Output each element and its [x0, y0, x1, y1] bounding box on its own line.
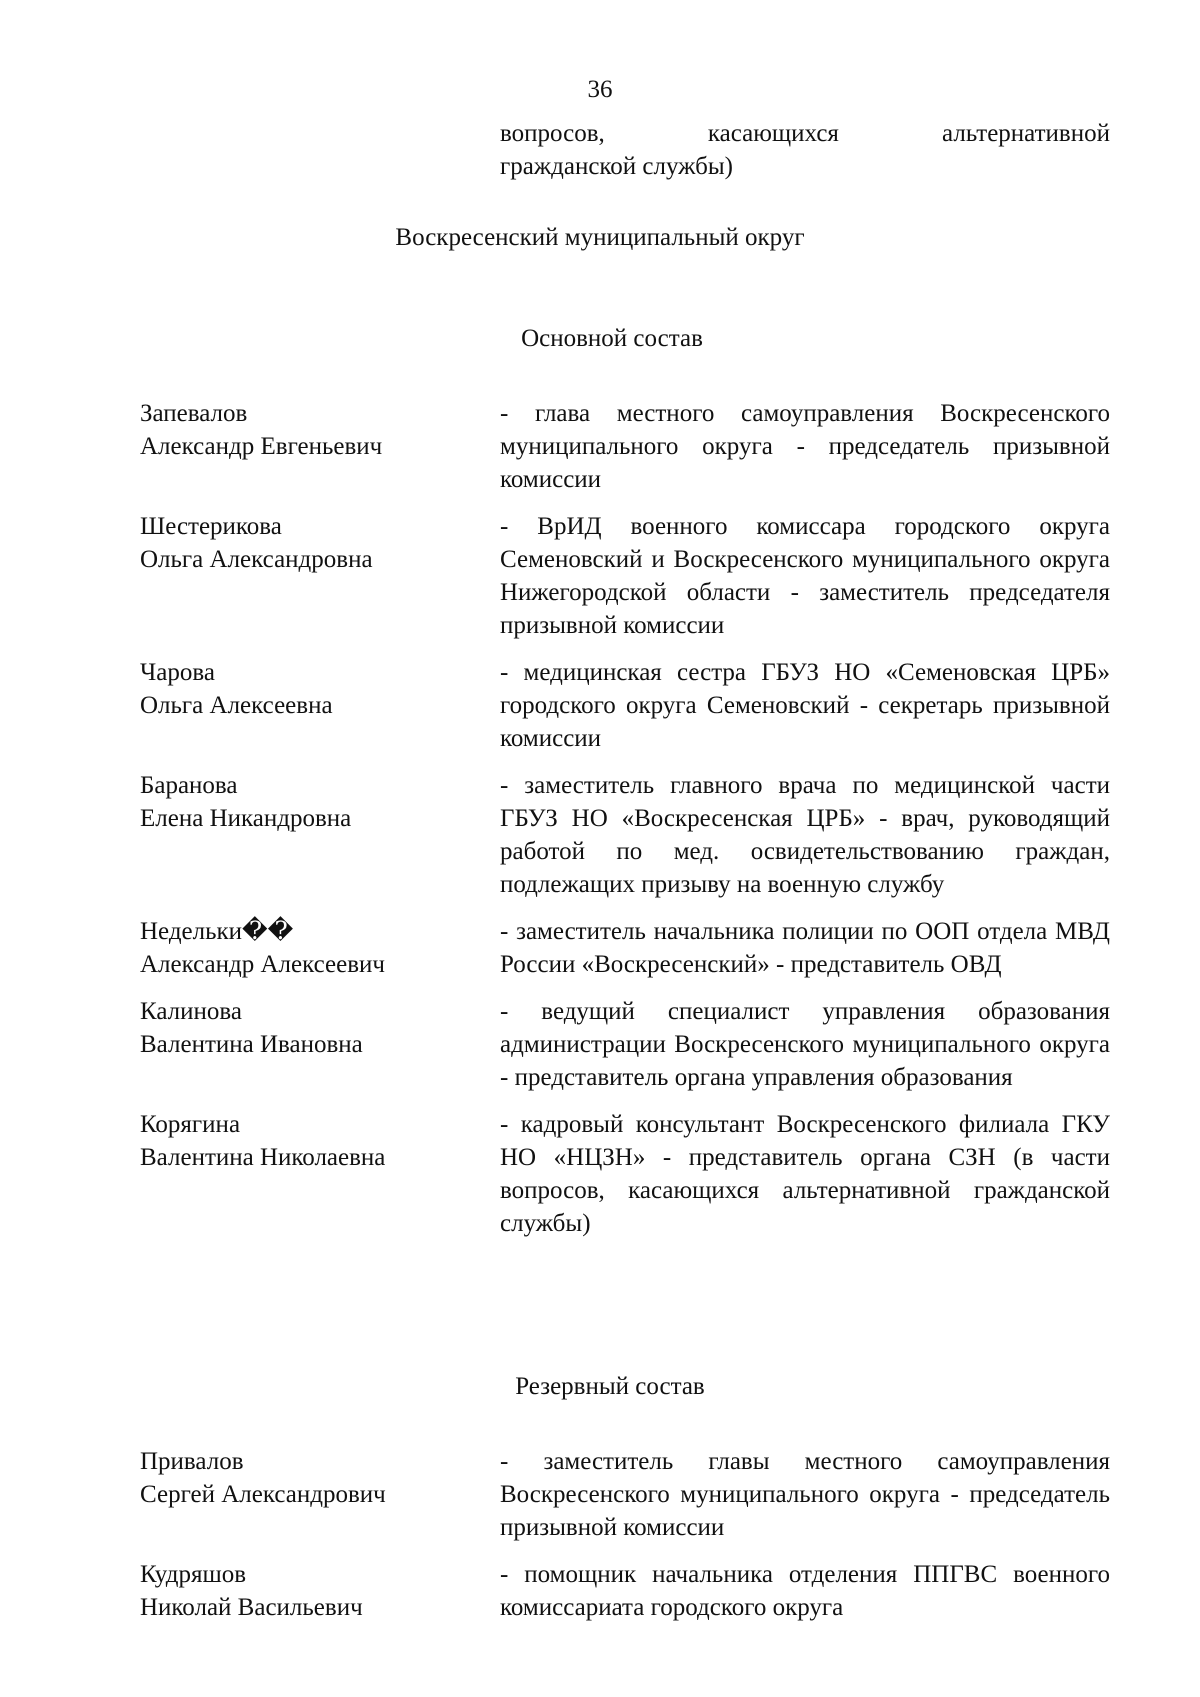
member-given-names: Александр Евгеньевич	[140, 433, 383, 460]
member-row	[0, 1558, 1200, 1624]
member-row	[0, 1108, 1200, 1240]
member-role: - ведущий специалист управления образования администрации Воскресенского муниципального округа - представитель органа управления образования	[500, 998, 1110, 1091]
member-role: - медицинская сестра ГБУЗ НО «Семеновская ЦРБ» городского округа Семеновский - секретарь призывной комиссии	[500, 659, 1110, 752]
member-role: - заместитель начальника полиции по ООП отдела МВД России «Воскресенский» - представитель ОВД	[500, 918, 1110, 978]
member-given-names: Валентина Ивановна	[140, 1031, 363, 1058]
member-row	[0, 397, 1200, 496]
member-surname: Калинова	[140, 998, 242, 1025]
member-name	[140, 915, 500, 981]
member-surname: Шестерикова	[140, 513, 282, 540]
member-surname: Привалов	[140, 1448, 244, 1475]
member-given-names: Александр Алексеевич	[140, 951, 385, 978]
member-name	[140, 1108, 500, 1240]
member-name	[140, 656, 500, 755]
member-row	[0, 510, 1200, 642]
member-role: - ВрИД военного комиссара городского округа Семеновский и Воскресенского муниципального округа Нижегородской области - заместитель председателя призывной комиссии	[500, 513, 1110, 639]
member-row	[0, 915, 1200, 981]
member-surname: Баранова	[140, 772, 238, 799]
member-given-names: Елена Никандровна	[140, 805, 352, 832]
member-given-names: Ольга Александровна	[140, 546, 373, 573]
member-row	[0, 995, 1200, 1094]
reserve-member-list	[0, 1445, 1200, 1638]
page-number: 36	[587, 76, 613, 103]
member-role: - помощник начальника отделения ППГВС военного комиссариата городского округа	[500, 1561, 1110, 1621]
member-given-names: Ольга Алексеевна	[140, 692, 333, 719]
member-surname: Корягина	[140, 1111, 241, 1138]
member-name	[140, 1445, 500, 1544]
district-title: Воскресенский муниципальный округ	[395, 224, 805, 251]
member-row	[0, 656, 1200, 755]
member-role: - заместитель главного врача по медицинской части ГБУЗ НО «Воскресенская ЦРБ» - врач, руководящий работой по мед. освидетельствованию граждан, подлежащих призыву на военную службу	[500, 772, 1110, 898]
member-surname: Запевалов	[140, 400, 248, 427]
carryover-second-line: гражданской службы)	[500, 153, 733, 180]
carryover-text	[500, 117, 1110, 183]
member-row	[0, 769, 1200, 901]
member-given-names: Сергей Александрович	[140, 1481, 386, 1508]
member-surname: Кудряшов	[140, 1561, 246, 1588]
member-name	[140, 1558, 500, 1624]
member-surname: Недельки��	[140, 918, 294, 945]
member-name	[140, 995, 500, 1094]
member-role: - заместитель главы местного самоуправления Воскресенского муниципального округа - председатель призывной комиссии	[500, 1448, 1110, 1541]
main-member-list	[0, 397, 1200, 1254]
member-name	[140, 397, 500, 496]
member-given-names: Валентина Николаевна	[140, 1144, 386, 1171]
member-surname: Чарова	[140, 659, 215, 686]
reserve-section-title: Резервный состав	[515, 1373, 705, 1400]
member-name	[140, 769, 500, 901]
member-row	[0, 1445, 1200, 1544]
member-role: - глава местного самоуправления Воскресенского муниципального округа - председатель призывной комиссии	[500, 400, 1110, 493]
main-section-title: Основной состав	[521, 325, 703, 352]
member-name	[140, 510, 500, 642]
member-role: - кадровый консультант Воскресенского филиала ГКУ НО «НЦЗН» - представитель органа СЗН (в части вопросов, касающихся альтернативной гражданской службы)	[500, 1111, 1110, 1237]
member-given-names: Николай Васильевич	[140, 1594, 363, 1621]
carryover-first-line: вопросов, касающихся альтернативной	[500, 120, 1110, 147]
